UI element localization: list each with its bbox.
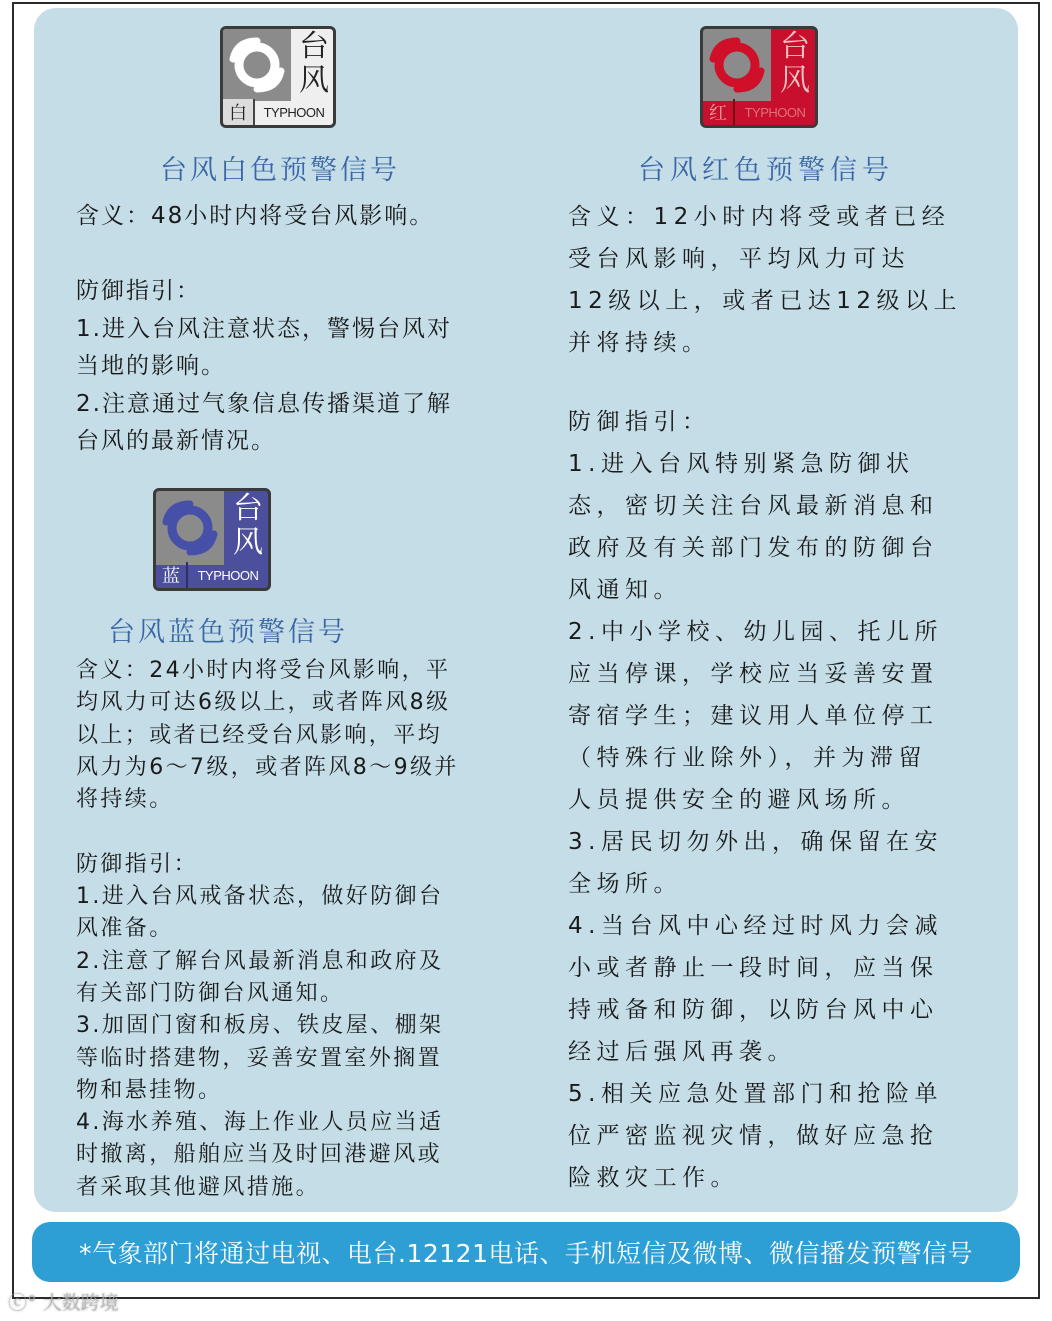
guide-line: 1.进入台风戒备状态，做好防御台 xyxy=(76,884,444,910)
blue-typhoon-badge xyxy=(153,488,271,591)
badge-color-label: 蓝 xyxy=(156,562,188,588)
badge-glyph-bottom: 风 xyxy=(233,525,263,560)
meaning-line: 将持续。 xyxy=(76,787,174,813)
meaning-line: 含义：12小时内将受或者已经 xyxy=(568,204,951,230)
badge-color-label: 红 xyxy=(703,99,735,125)
white-signal-text xyxy=(76,198,452,461)
guide-line: 者采取其他避风措施。 xyxy=(76,1174,321,1200)
guide-line: 应当停课，学校应当妥善安置 xyxy=(568,661,939,687)
watermark-text: 大数跨境 xyxy=(42,1292,119,1314)
meaning-line: 以上；或者已经受台风影响，平均 xyxy=(76,722,443,748)
badge-en-label: TYPHOON xyxy=(744,104,806,120)
guide-line: 经过后强风再袭。 xyxy=(568,1039,796,1065)
watermark xyxy=(8,1288,119,1315)
white-typhoon-badge xyxy=(220,26,336,128)
red-signal-text xyxy=(568,196,962,1199)
guide-line: 态，密切关注台风最新消息和 xyxy=(568,493,939,519)
meaning-line: 风力为6～7级，或者阵风8～9级并 xyxy=(76,754,459,780)
blue-signal-text xyxy=(76,655,459,1204)
red-guide-heading: 防御指引： xyxy=(568,409,711,435)
guide-line: 全场所。 xyxy=(568,871,682,897)
blue-guide-heading: 防御指引： xyxy=(76,851,199,877)
badge-en-label: TYPHOON xyxy=(197,567,259,583)
guide-line: 时撤离，船舶应当及时回港避风或 xyxy=(76,1142,443,1168)
guide-line: （特殊行业除外），并为滞留 xyxy=(568,745,927,771)
guide-line: 位严密监视灾情，做好应急抢 xyxy=(568,1123,939,1149)
badge-glyph-bottom: 风 xyxy=(299,63,329,98)
white-signal-title: 台风白色预警信号 xyxy=(160,155,400,186)
guide-line: 4.当台风中心经过时风力会减 xyxy=(568,913,943,939)
guide-line: 有关部门防御台风通知。 xyxy=(76,980,345,1006)
guide-line: 3.居民切勿外出，确保留在安 xyxy=(568,829,943,855)
guide-line: 风通知。 xyxy=(568,577,682,603)
white-meaning: 含义：48小时内将受台风影响。 xyxy=(76,203,435,229)
guide-line: 1.进入台风注意状态，警惕台风对 xyxy=(76,315,452,342)
badge-glyph-bottom: 风 xyxy=(780,63,810,98)
meaning-line: 均风力可达6级以上，或者阵风8级 xyxy=(76,690,451,716)
guide-line: 风准备。 xyxy=(76,916,174,942)
blue-signal-title: 台风蓝色预警信号 xyxy=(108,617,348,648)
guide-line: 4.海水养殖、海上作业人员应当适 xyxy=(76,1110,444,1136)
badge-glyph-top: 台 xyxy=(299,29,329,64)
guide-line: 持戒备和防御，以防台风中心 xyxy=(568,997,939,1023)
watermark-logo-icon: ⓒ° xyxy=(8,1292,37,1314)
red-signal-title: 台风红色预警信号 xyxy=(638,155,894,186)
guide-line: 1.进入台风特别紧急防御状 xyxy=(568,451,915,477)
guide-line: 2.中小学校、幼儿园、托儿所 xyxy=(568,619,943,645)
meaning-line: 12级以上，或者已达12级以上 xyxy=(568,288,963,314)
footer-text: *气象部门将通过电视、电台.12121电话、手机短信及微博、微信播发预警信号 xyxy=(79,1239,973,1268)
guide-line: 2.注意了解台风最新消息和政府及 xyxy=(76,948,444,974)
footer-banner xyxy=(32,1222,1020,1282)
guide-line: 险救灾工作。 xyxy=(568,1165,739,1191)
badge-en-label: TYPHOON xyxy=(263,104,325,120)
guide-line: 政府及有关部门发布的防御台 xyxy=(568,535,939,561)
guide-line: 3.加固门窗和板房、铁皮屋、棚架 xyxy=(76,1013,444,1039)
typhoon-spiral-icon xyxy=(156,491,224,565)
badge-glyph-top: 台 xyxy=(780,29,810,64)
guide-line: 人员提供安全的避风场所。 xyxy=(568,787,910,813)
meaning-line: 并将持续。 xyxy=(568,330,711,356)
badge-color-label: 白 xyxy=(223,99,255,125)
guide-line: 等临时搭建物，妥善安置室外搁置 xyxy=(76,1045,443,1071)
guide-line: 寄宿学生；建议用人单位停工 xyxy=(568,703,939,729)
typhoon-spiral-icon xyxy=(703,29,771,101)
red-typhoon-badge xyxy=(700,26,818,128)
guide-line: 小或者静止一段时间，应当保 xyxy=(568,955,939,981)
typhoon-spiral-icon xyxy=(223,29,291,101)
guide-line: 台风的最新情况。 xyxy=(76,428,276,454)
guide-line: 当地的影响。 xyxy=(76,353,226,379)
badge-glyph-top: 台 xyxy=(233,491,263,526)
guide-line: 5.相关应急处置部门和抢险单 xyxy=(568,1081,943,1107)
meaning-line: 含义：24小时内将受台风影响，平 xyxy=(76,658,451,683)
white-guide-heading: 防御指引： xyxy=(76,278,201,304)
guide-line: 2.注意通过气象信息传播渠道了解 xyxy=(76,390,452,417)
guide-line: 物和悬挂物。 xyxy=(76,1077,223,1103)
meaning-line: 受台风影响，平均风力可达 xyxy=(568,246,910,272)
